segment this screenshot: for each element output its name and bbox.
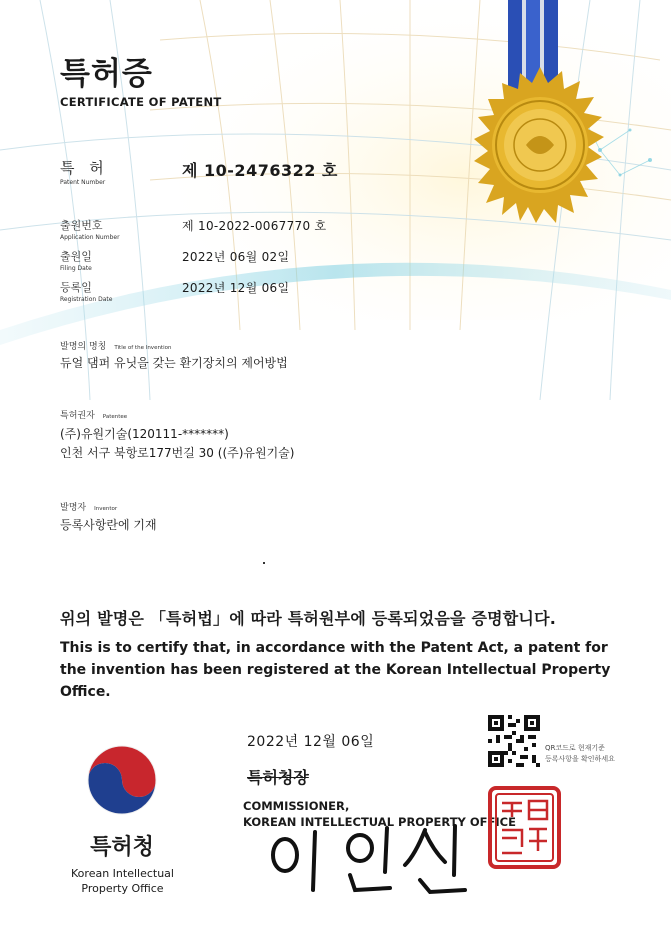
office-name-en (50, 866, 195, 896)
invention-title-label (60, 339, 171, 352)
patentee-label-en: Patentee (102, 414, 128, 420)
patent-number-label-en: Patent Number (60, 179, 106, 186)
patent-number-label (60, 157, 109, 186)
commissioner-line2: KOREAN INTELLECTUAL PROPERTY OFFICE (243, 815, 516, 829)
registration-label-ko: 등록일 (60, 281, 92, 294)
application-label-en: Application Number (60, 234, 120, 241)
commissioner-line1: COMMISSIONER, (243, 799, 350, 813)
certificate-title-en: CERTIFICATE OF PATENT (60, 95, 222, 109)
application-number-value: 제 10-2022-0067770 호 (182, 219, 327, 233)
certification-statement-en: This is to certify that, in accordance with the Patent Act, a patent for the invention has been registered at the Korean Intellectual Property Office. (60, 640, 611, 700)
registration-label-en: Registration Date (60, 296, 113, 303)
invention-label-en: Title of the Invention (114, 345, 172, 351)
office-name-en-line1: Korean Intellectual (71, 867, 174, 880)
inventor-label-ko: 발명자 (60, 503, 87, 513)
certificate-title: 특허증 (60, 56, 153, 92)
certification-statement-ko: 위의 발명은 「특허법」에 따라 특허원부에 등록되었음을 증명합니다. (60, 609, 557, 628)
patentee-label-ko: 특허권자 (60, 411, 95, 421)
stray-dot (263, 562, 265, 564)
commissioner-title-ko: 특허청장 (247, 768, 309, 787)
patentee-name: (주)유원기술(120111-*******) (60, 427, 229, 441)
taegeuk-logo-icon (82, 740, 162, 820)
inventor-value: 등록사항란에 기재 (60, 518, 157, 532)
application-number-label (60, 217, 120, 241)
application-label-ko: 출원번호 (60, 219, 103, 232)
filing-label-ko: 출원일 (60, 250, 92, 263)
commissioner-signature-image (255, 820, 475, 900)
filing-date-value: 2022년 06월 02일 (182, 250, 290, 264)
registration-date-label (60, 279, 112, 303)
registration-date-value: 2022년 12월 06일 (182, 281, 290, 295)
patentee-label (60, 408, 127, 421)
gold-seal-icon (470, 0, 640, 230)
qr-note (545, 743, 655, 765)
qr-note-line2: 등록사항을 확인하세요 (545, 755, 615, 763)
qr-code-icon[interactable] (488, 715, 540, 767)
patent-number-value: 제 10-2476322 호 (182, 161, 338, 180)
invention-title-value: 듀얼 댐퍼 유닛을 갖는 환기장치의 제어방법 (60, 356, 288, 370)
inventor-label (60, 500, 117, 513)
office-name-en-line2: Property Office (81, 882, 164, 895)
patent-number-label-ko: 특 허 (60, 159, 109, 177)
qr-note-line1: QR코드로 현재기준 (545, 744, 605, 752)
invention-label-ko: 발명의 명칭 (60, 342, 107, 352)
filing-label-en: Filing Date (60, 265, 92, 272)
patentee-address: 인천 서구 북항로177번길 30 ((주)유원기술) (60, 446, 295, 460)
inventor-label-en: Inventor (94, 506, 118, 512)
office-name-ko: 특허청 (90, 835, 154, 860)
filing-date-label (60, 248, 92, 272)
official-seal-stamp-icon (487, 785, 562, 870)
issue-date: 2022년 12월 06일 (247, 734, 375, 750)
